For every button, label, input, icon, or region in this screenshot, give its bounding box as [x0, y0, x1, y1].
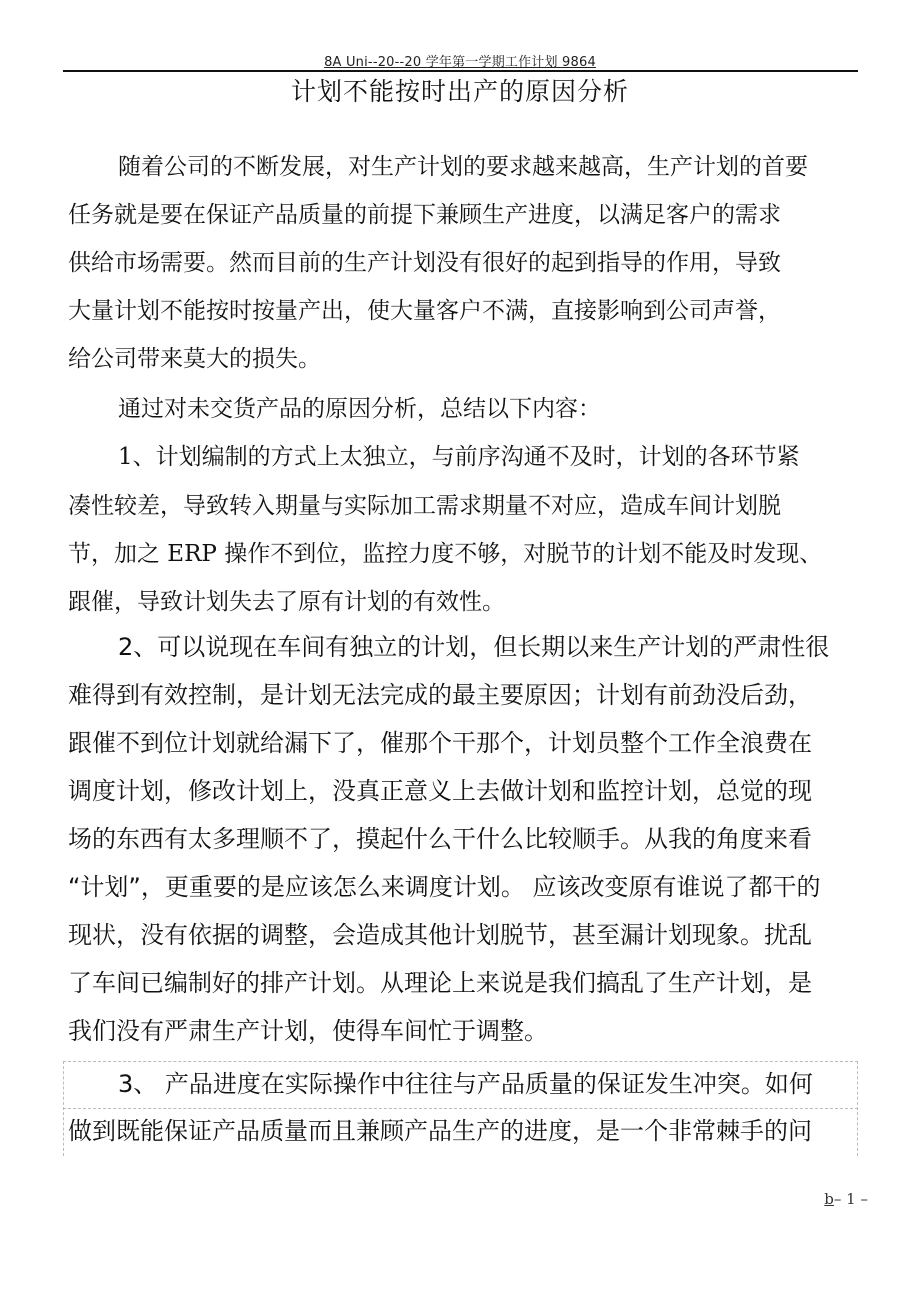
page-number: – 1 – — [833, 1190, 868, 1208]
point2-line-7: 现状，没有依据的调整，会造成其他计划脱节，甚至漏计划现象。扰乱 — [68, 921, 812, 949]
intro-line-1: 随着公司的不断发展，对生产计划的要求越来越高，生产计划的首要 — [118, 154, 808, 180]
table-left-border — [63, 1061, 64, 1156]
intro-line-3: 供给市场需要。然而目前的生产计划没有很好的起到指导的作用，导致 — [68, 250, 781, 276]
point2-line-5: 场的东西有太多理顺不了，摸起什么干什么比较顺手。从我的角度来看 — [68, 825, 812, 853]
point3-line-1: 3、 产品进度在实际操作中往往与产品质量的保证发生冲突。如何 — [118, 1070, 813, 1098]
point1-line-1: 1、计划编制的方式上太独立，与前序沟通不及时，计划的各环节紧 — [118, 444, 800, 470]
point1-line-4: 跟催，导致计划失去了原有计划的有效性。 — [68, 589, 505, 615]
point2-line-1: 2、可以说现在车间有独立的计划，但长期以来生产计划的严肃性很 — [118, 633, 830, 661]
summary-line: 通过对未交货产品的原因分析，总结以下内容： — [118, 396, 601, 422]
point2-line-6: “计划”，更重要的是应该怎么来调度计划。 应该改变原有谁说了都干的 — [68, 873, 821, 901]
table-top-border — [63, 1061, 858, 1062]
point2-line-2: 难得到有效控制，是计划无法完成的最主要原因；计划有前劲没后劲， — [68, 681, 812, 709]
page-footer — [824, 1190, 868, 1208]
intro-line-5: 给公司带来莫大的损失。 — [68, 346, 321, 372]
point2-line-8: 了车间已编制好的排产计划。从理论上来说是我们搞乱了生产计划，是 — [68, 969, 812, 997]
point2-line-3: 跟催不到位计划就给漏下了，催那个干那个，计划员整个工作全浪费在 — [68, 729, 812, 757]
point2-line-4: 调度计划，修改计划上，没真正意义上去做计划和监控计划，总觉的现 — [68, 777, 812, 805]
running-header: 8A Uni--20--20 学年第一学期工作计划 9864 — [324, 55, 596, 70]
intro-line-4: 大量计划不能按时按量产出，使大量客户不满，直接影响到公司声誉， — [68, 298, 781, 324]
footer-mark: b — [824, 1190, 834, 1208]
table-right-border — [857, 1061, 858, 1156]
point2-line-9: 我们没有严肃生产计划，使得车间忙于调整。 — [68, 1017, 548, 1045]
point1-line-3: 节，加之 ERP 操作不到位，监控力度不够，对脱节的计划不能及时发现、 — [68, 541, 823, 567]
table-row-border — [63, 1108, 858, 1109]
intro-line-2: 任务就是要在保证产品质量的前提下兼顾生产进度，以满足客户的需求 — [68, 202, 781, 228]
point1-line-2: 凑性较差，导致转入期量与实际加工需求期量不对应，造成车间计划脱 — [68, 493, 781, 519]
document-title: 计划不能按时出产的原因分析 — [290, 77, 629, 106]
point3-line-2: 做到既能保证产品质量而且兼顾产品生产的进度，是一个非常棘手的问 — [68, 1117, 812, 1145]
